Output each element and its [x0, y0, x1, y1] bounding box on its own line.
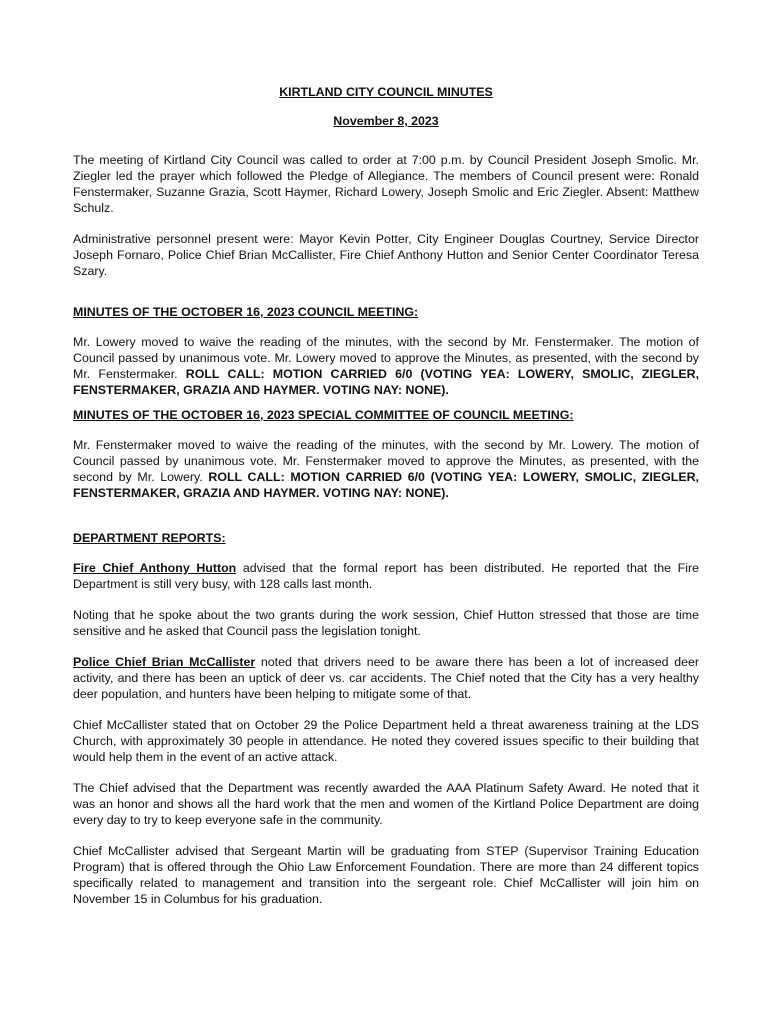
section-paragraph-council-minutes — [73, 334, 699, 398]
police-chief-name: Police Chief Brian McCallister — [73, 655, 256, 669]
intro-paragraph: The meeting of Kirtland City Council was called to order at 7:00 p.m. by Council President Joseph Smolic. Mr. Ziegler led the prayer which followed the Pledge of Allegiance. The members of Council present were: Ronald Fenstermaker, Suzanne Grazia, Scott Haymer, Richard Lowery, Joseph Smolic and Eric Ziegler. Absent: Matthew Schulz. — [73, 153, 699, 215]
personnel-paragraph: Administrative personnel present were: Mayor Kevin Potter, City Engineer Douglas Courtney, Service Director Joseph Fornaro, Police Chief Brian McCallister, Fire Chief Anthony Hutton and Senior Center Coordinator Teresa Szary. — [73, 232, 699, 278]
fire-chief-name: Fire Chief Anthony Hutton — [73, 561, 237, 575]
roll-call-text: ROLL CALL: MOTION CARRIED 6/0 (VOTING YEA: LOWERY, SMOLIC, ZIEGLER, FENSTERMAKER, GRAZIA AND HAYMER. VOTING NAY: NONE). — [73, 470, 700, 500]
section-heading-council-minutes: MINUTES OF THE OCTOBER 16, 2023 COUNCIL MEETING: — [73, 305, 419, 319]
fire-grants-paragraph: Noting that he spoke about the two grants during the work session, Chief Hutton stressed that those are time sensitive and he asked that Council pass the legislation tonight. — [73, 608, 699, 638]
police-step-paragraph: Chief McCallister advised that Sergeant Martin will be graduating from STEP (Supervisor Training Education Program) that is offered through the Ohio Law Enforcement Foundation. There are more than 24 different topics specifically related to management and transition into the sergeant role. Chief McCallister will join him on November 15 in Columbus for his graduation. — [73, 844, 699, 906]
meeting-date: November 8, 2023 — [333, 114, 439, 128]
fire-report-paragraph — [73, 560, 699, 592]
motion-text: Mr. Fenstermaker moved to waive the reading of the minutes, with the second by Mr. Lowery. The motion of Council passed by unanimous vote. Mr. Fenstermaker moved to approve the Minutes, as presented, with the second by Mr. Lowery. — [73, 438, 699, 484]
motion-text: Mr. Lowery moved to waive the reading of the minutes, with the second by Mr. Fenstermaker. The motion of Council passed by unanimous vote. Mr. Lowery moved to approve the Minutes, as presented, with the second by Mr. Fenstermaker. — [73, 335, 699, 381]
police-award-paragraph: The Chief advised that the Department was recently awarded the AAA Platinum Safety Award. He noted that it was an honor and shows all the hard work that the men and women of the Kirtland Police Department are doing every day to try to keep everyone safe in the community. — [73, 781, 699, 827]
document-title: KIRTLAND CITY COUNCIL MINUTES — [279, 85, 493, 99]
section-heading-department-reports: DEPARTMENT REPORTS: — [73, 531, 226, 545]
police-training-paragraph: Chief McCallister stated that on October 29 the Police Department held a threat awareness training at the LDS Church, with approximately 30 people in attendance. He noted they covered issues specific to their building that would help them in the event of an active attack. — [73, 718, 699, 764]
police-report-paragraph — [73, 654, 699, 702]
police-report-text: noted that drivers need to be aware there has been a lot of increased deer activity, and there has been an uptick of deer vs. car accidents. The Chief noted that the City has a very healthy deer population, and hunters have been helping to mitigate some of that. — [73, 655, 699, 701]
fire-report-text: advised that the formal report has been distributed. He reported that the Fire Department is still very busy, with 128 calls last month. — [73, 561, 699, 591]
section-paragraph-special-committee — [73, 437, 699, 501]
section-heading-special-committee: MINUTES OF THE OCTOBER 16, 2023 SPECIAL COMMITTEE OF COUNCIL MEETING: — [73, 408, 574, 422]
roll-call-text: ROLL CALL: MOTION CARRIED 6/0 (VOTING YEA: LOWERY, SMOLIC, ZIEGLER, FENSTERMAKER, GRAZIA AND HAYMER. VOTING NAY: NONE). — [73, 367, 700, 397]
document-page — [73, 84, 699, 922]
